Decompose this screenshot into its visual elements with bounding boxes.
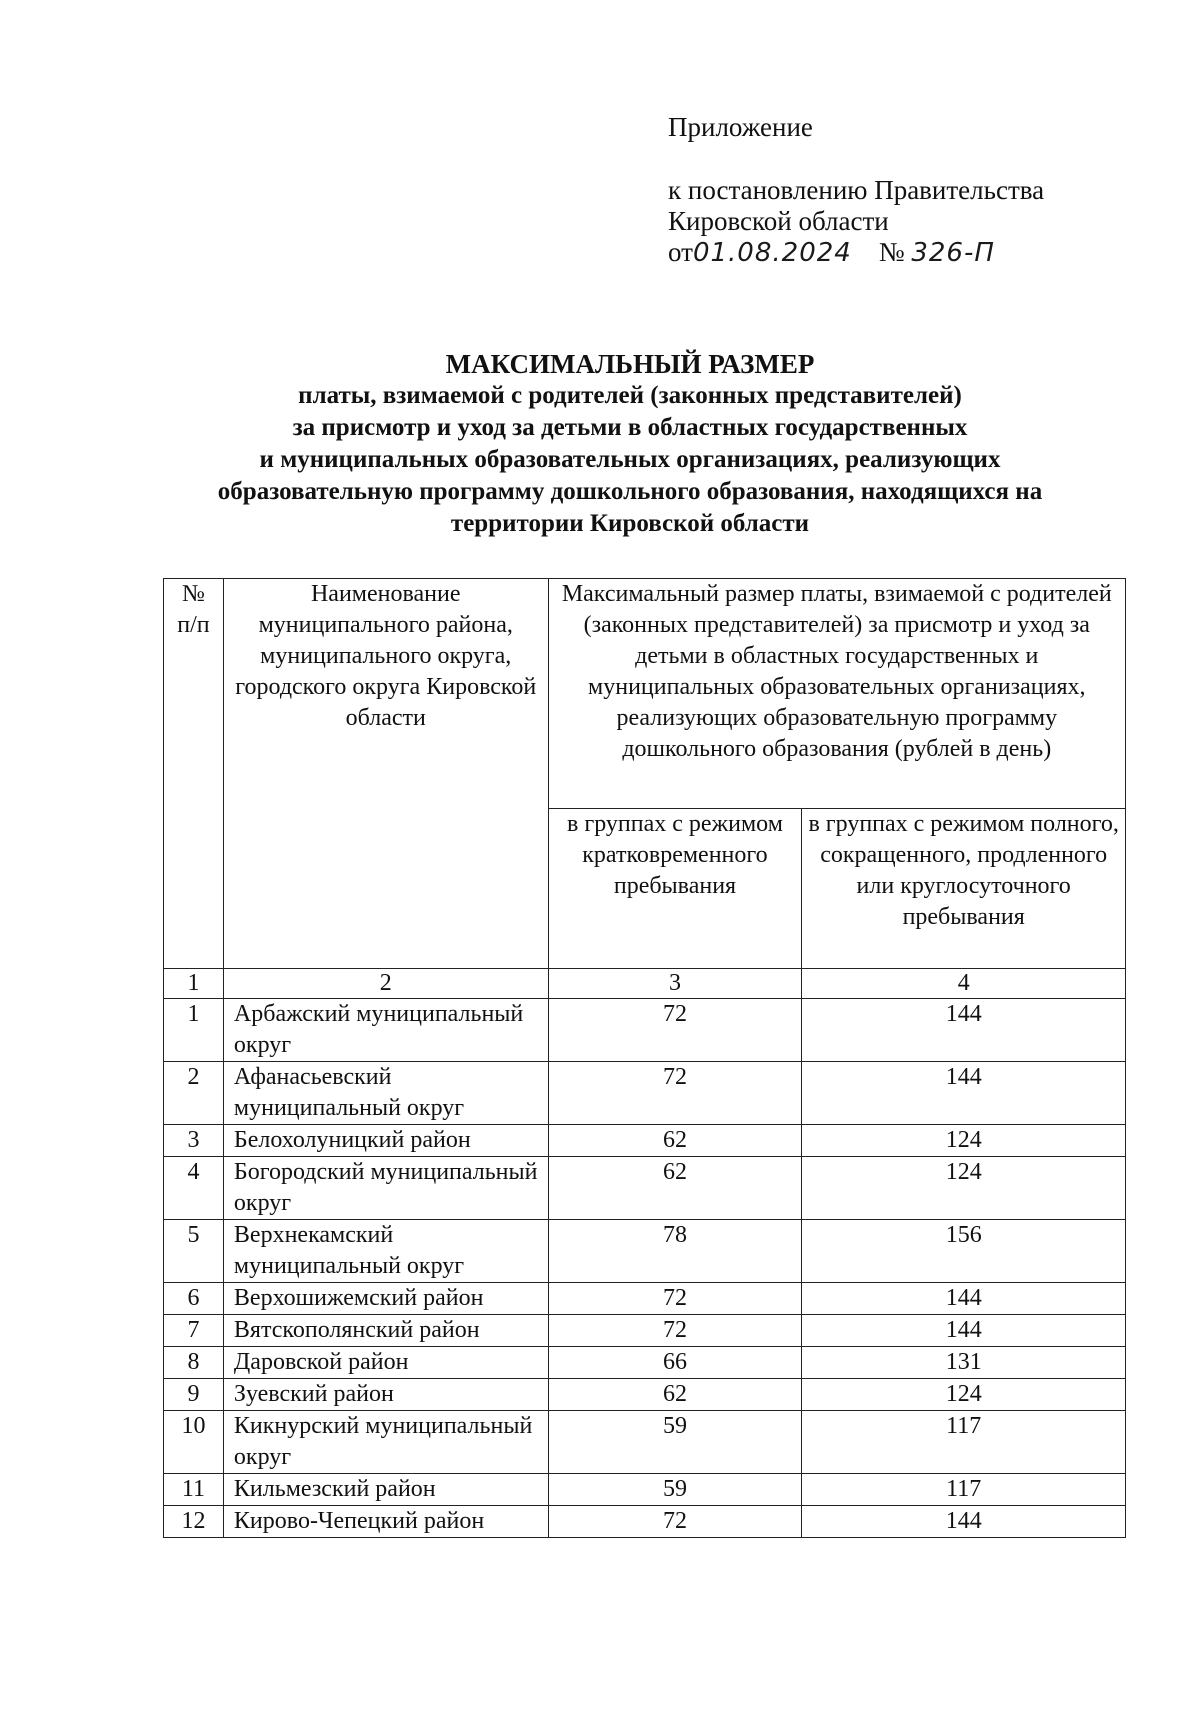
municipality-name: Кирово-Чепецкий район [223,1506,548,1538]
fee-full-stay: 131 [802,1347,1126,1379]
title-line-1: МАКСИМАЛЬНЫЙ РАЗМЕР [445,349,815,379]
row-number: 3 [164,1125,224,1157]
table-row [164,1125,1126,1157]
column-index: 4 [802,969,1126,999]
header-short-stay: в группах с режимом кратковременного пребывания [548,809,802,969]
fee-full-stay: 124 [802,1157,1126,1220]
table-row [164,1506,1126,1538]
table-row [164,1157,1126,1220]
row-number: 8 [164,1347,224,1379]
fee-full-stay: 117 [802,1411,1126,1474]
row-number: 10 [164,1411,224,1474]
title-line-6: территории Кировской области [450,510,810,537]
fee-full-stay: 144 [802,999,1126,1062]
fee-full-stay: 144 [802,1283,1126,1315]
row-number: 5 [164,1220,224,1283]
fee-full-stay: 117 [802,1474,1126,1506]
resolution-line-2: Кировской области [668,206,889,236]
document-title [130,348,1130,540]
fee-full-stay: 144 [802,1062,1126,1125]
table-row [164,1283,1126,1315]
municipality-name: Верхнекамский муниципальный округ [223,1220,548,1283]
table-row [164,1315,1126,1347]
header-municipality: Наименование муниципального района, муниципального округа, городского округа Кировской области [223,579,548,969]
fee-short-stay: 59 [548,1411,802,1474]
row-number: 4 [164,1157,224,1220]
fee-short-stay: 72 [548,999,802,1062]
table-row [164,1347,1126,1379]
row-number: 1 [164,999,224,1062]
title-line-4: и муниципальных образовательных организациях, реализующих [259,446,1001,473]
title-line-5: образовательную программу дошкольного образования, находящихся на [217,478,1043,505]
municipality-name: Даровской район [223,1347,548,1379]
table-row [164,1062,1126,1125]
fee-short-stay: 72 [548,1315,802,1347]
row-number: 6 [164,1283,224,1315]
header-number: № п/п [164,579,224,969]
table-row [164,1220,1126,1283]
table-row [164,1379,1126,1411]
row-number: 9 [164,1379,224,1411]
fee-short-stay: 62 [548,1379,802,1411]
fee-full-stay: 144 [802,1506,1126,1538]
fee-full-stay: 156 [802,1220,1126,1283]
fee-short-stay: 72 [548,1506,802,1538]
fee-short-stay: 72 [548,1283,802,1315]
fee-short-stay: 66 [548,1347,802,1379]
column-index: 1 [164,969,224,999]
appendix-label: Приложение [668,112,813,142]
fee-short-stay: 62 [548,1125,802,1157]
title-line-3: за присмотр и уход за детьми в областных государственных [292,414,968,441]
resolution-date-line [668,237,1044,269]
header-max-fee: Максимальный размер платы, взимаемой с родителей (законных представителей) за присмотр и уход за детьми в областных государственных и муниципальных образовательных организациях, реализующих образовательную программу дошкольного образования (рублей в день) [548,579,1125,809]
municipality-name: Верхошижемский район [223,1283,548,1315]
municipality-name: Афанасьевский муниципальный округ [223,1062,548,1125]
row-number: 7 [164,1315,224,1347]
fee-short-stay: 62 [548,1157,802,1220]
handwritten-number: 326-П [911,238,995,268]
fee-table [163,578,1126,1538]
row-number: 11 [164,1474,224,1506]
fee-short-stay: 78 [548,1220,802,1283]
column-index: 3 [548,969,802,999]
municipality-name: Кильмезский район [223,1474,548,1506]
municipality-name: Арбажский муниципальный округ [223,999,548,1062]
column-index: 2 [223,969,548,999]
fee-short-stay: 59 [548,1474,802,1506]
table-row [164,1411,1126,1474]
number-prefix: № [878,237,905,267]
handwritten-date: 01.08.2024 [692,238,852,268]
column-index-row [164,969,1126,999]
fee-short-stay: 72 [548,1062,802,1125]
fee-full-stay: 124 [802,1125,1126,1157]
municipality-name: Белохолуницкий район [223,1125,548,1157]
date-prefix: от [668,237,693,267]
municipality-name: Зуевский район [223,1379,548,1411]
fee-full-stay: 124 [802,1379,1126,1411]
resolution-line-1: к постановлению Правительства [668,175,1045,205]
municipality-name: Богородский муниципальный округ [223,1157,548,1220]
row-number: 2 [164,1062,224,1125]
appendix-block [668,112,1044,269]
table-row [164,999,1126,1062]
table-row [164,1474,1126,1506]
fee-full-stay: 144 [802,1315,1126,1347]
header-full-stay: в группах с режимом полного, сокращенного, продленного или круглосуточного пребывания [802,809,1126,969]
row-number: 12 [164,1506,224,1538]
municipality-name: Вятскополянский район [223,1315,548,1347]
title-line-2: платы, взимаемой с родителей (законных представителей) [298,382,962,409]
municipality-name: Кикнурский муниципальный округ [223,1411,548,1474]
